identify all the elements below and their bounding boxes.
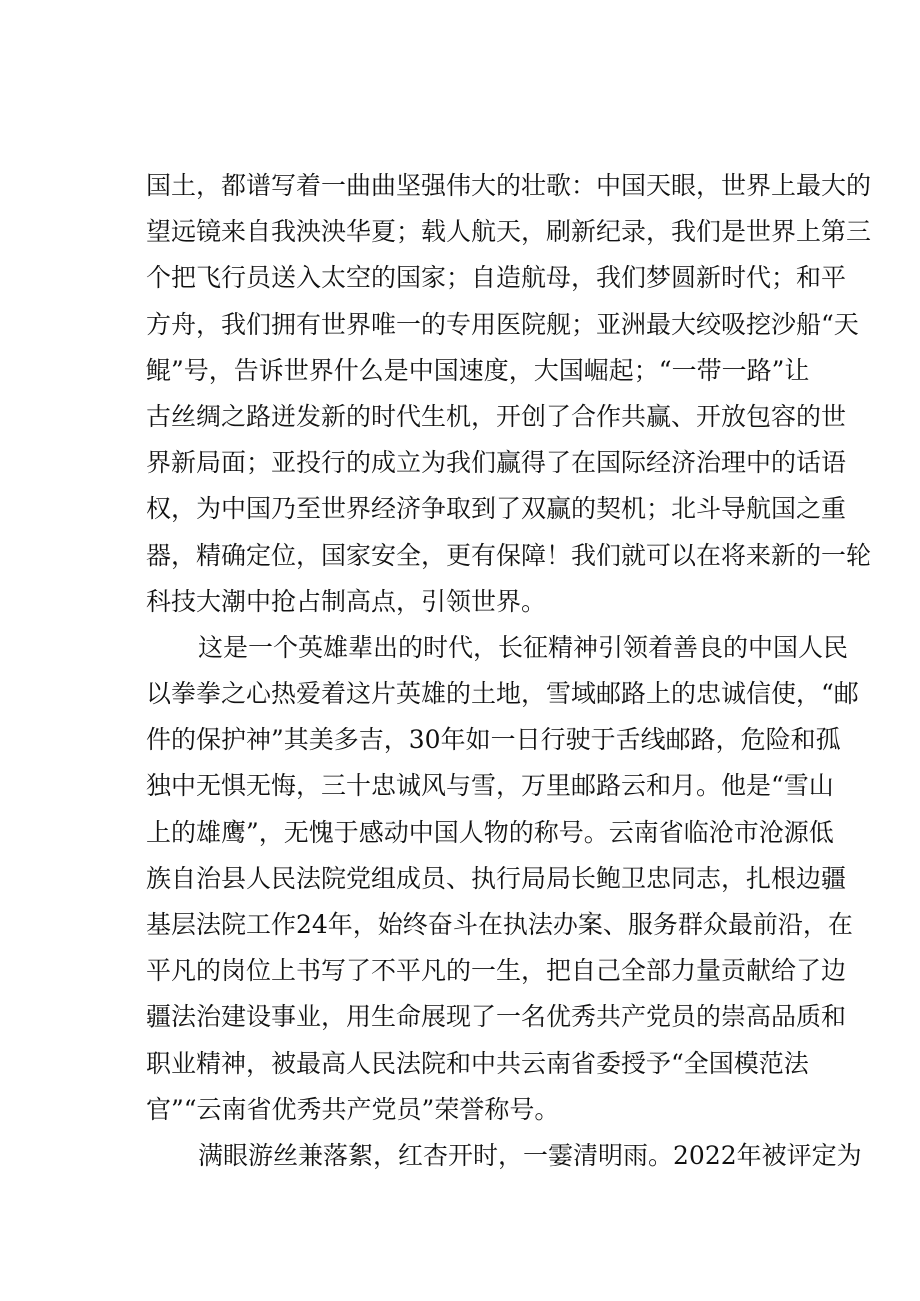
text-line: 方舟，我们拥有世界唯一的专用医院舰；亚洲最大绞吸挖沙船“天 xyxy=(146,309,859,339)
text-line: 独中无惧无悔，三十忠诚风与雪，万里邮路云和月。他是“雪山 xyxy=(146,771,834,801)
text-line: 这是一个英雄辈出的时代，长征精神引领着善良的中国人民 xyxy=(198,632,849,662)
body-text xyxy=(146,163,872,1179)
text-line: 界新局面；亚投行的成立为我们赢得了在国际经济治理中的话语 xyxy=(146,448,847,478)
text-line: 权，为中国乃至世界经济争取到了双赢的契机；北斗导航国之重 xyxy=(146,494,847,524)
paragraph-1 xyxy=(146,163,872,625)
text-line: 科技大潮中抢占制高点，引领世界。 xyxy=(146,586,547,616)
text-line: 官”“云南省优秀共产党员”荣誉称号。 xyxy=(146,1094,560,1124)
text-line: 器，精确定位，国家安全，更有保障！我们就可以在将来新的一轮 xyxy=(146,540,872,570)
text-line: 基层法院工作24年，始终奋斗在执法办案、服务群众最前沿，在 xyxy=(146,910,853,939)
text-line: 满眼游丝兼落絮，红杏开时，一霎清明雨。2022年被评定为 xyxy=(198,1140,862,1170)
text-line: 个把飞行员送入太空的国家；自造航母，我们梦圆新时代；和平 xyxy=(146,263,847,293)
text-line: 上的雄鹰”，无愧于感动中国人物的称号。云南省临沧市沧源低 xyxy=(146,817,834,847)
text-line: 平凡的岗位上书写了不平凡的一生，把自己全部力量贡献给了边 xyxy=(146,956,847,986)
paragraph-2 xyxy=(146,625,859,1133)
text-line: 族自治县人民法院党组成员、执行局局长鲍卫忠同志，扎根边疆 xyxy=(146,863,847,893)
paragraph-3 xyxy=(146,1133,862,1179)
text-line: 职业精神，被最高人民法院和中共云南省委授予“全国模范法 xyxy=(146,1048,809,1078)
text-line: 国土，都谱写着一曲曲坚强伟大的壮歌：中国天眼，世界上最大的 xyxy=(146,171,872,200)
text-line: 望远镜来自我泱泱华夏；载人航天，刷新纪录，我们是世界上第三 xyxy=(146,217,872,247)
text-line: 以拳拳之心热爱着这片英雄的土地，雪域邮路上的忠诚信使，“邮 xyxy=(146,679,859,709)
text-line: 鲲”号，告诉世界什么是中国速度，大国崛起；“一带一路”让 xyxy=(146,355,810,385)
text-line: 古丝绸之路迸发新的时代生机，开创了合作共赢、开放包容的世 xyxy=(146,401,847,431)
text-line: 件的保护神”其美多吉，30年如一日行驶于舌线邮路，危险和孤 xyxy=(146,725,841,755)
text-line: 疆法治建设事业，用生命展现了一名优秀共产党员的崇高品质和 xyxy=(146,1002,847,1032)
